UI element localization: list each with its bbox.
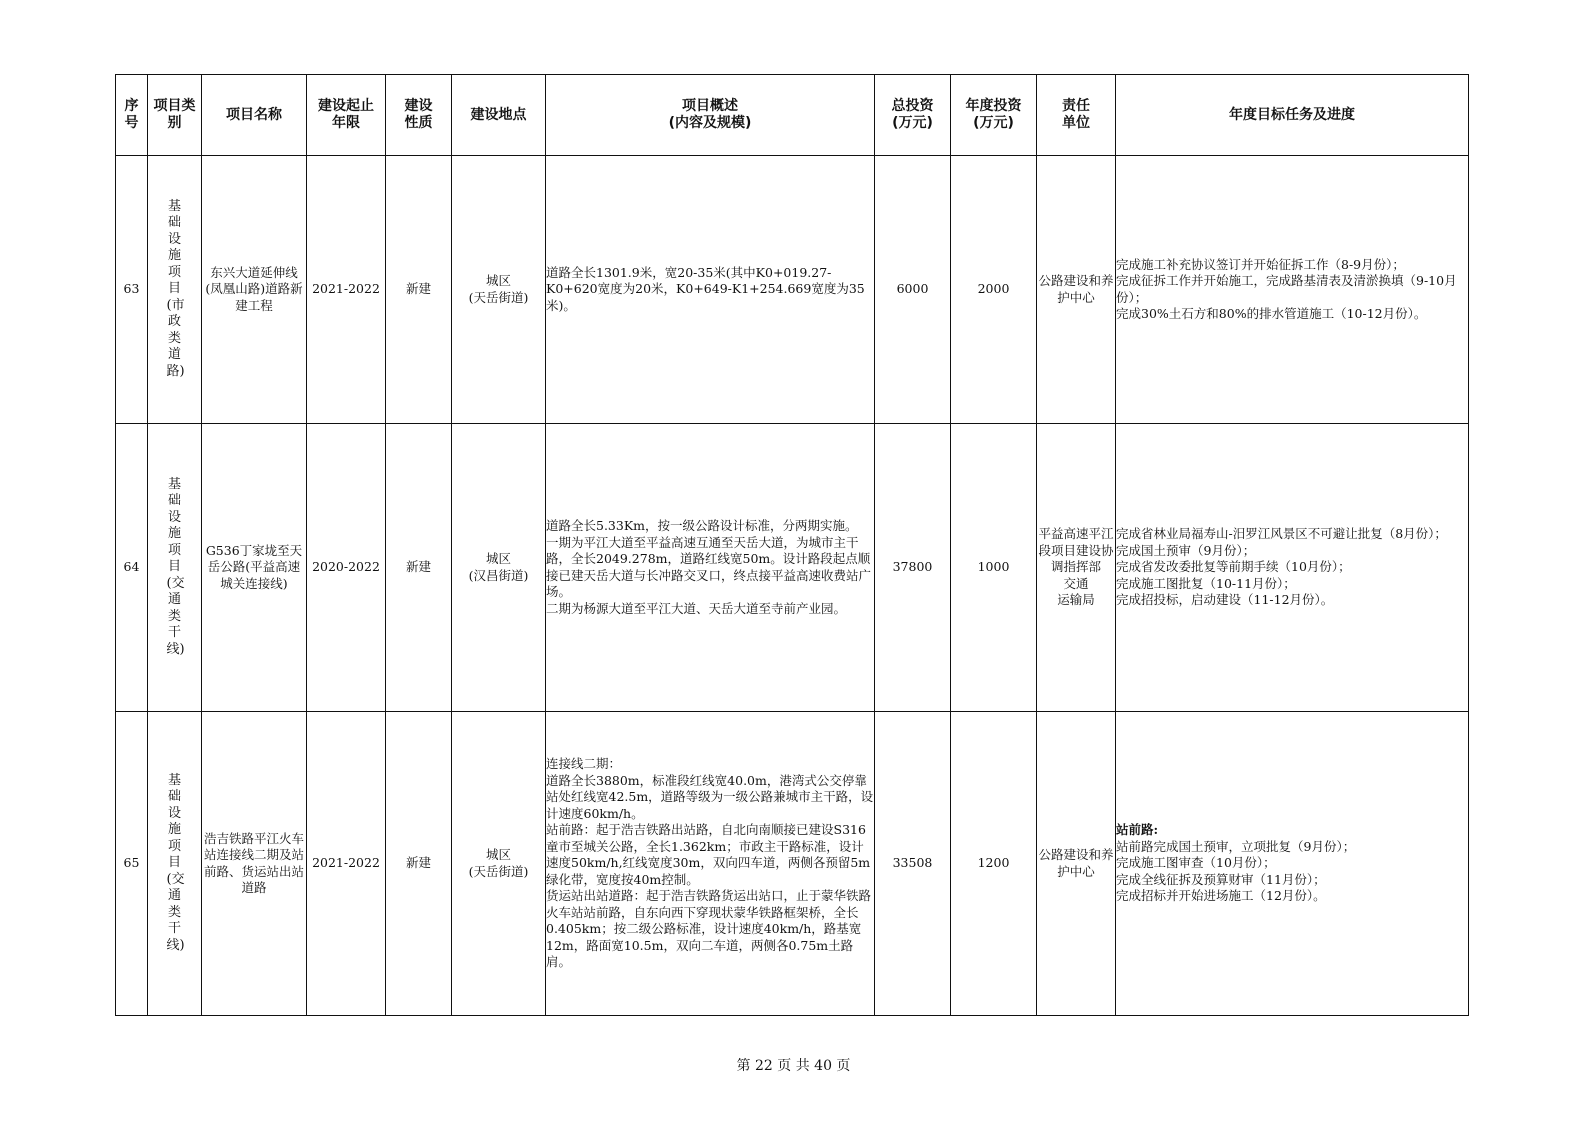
row-project-name: 东兴大道延伸线(凤凰山路)道路新建工程 — [202, 156, 307, 424]
header-annual-investment: 年度投资 (万元) — [951, 75, 1037, 156]
header-total-investment: 总投资 (万元) — [875, 75, 951, 156]
header-description: 项目概述 (内容及规模) — [546, 75, 875, 156]
row-total-investment: 37800 — [875, 424, 951, 712]
row-annual-investment: 1200 — [951, 712, 1037, 1016]
row-annual-tasks-cell — [1116, 712, 1469, 1016]
row-total-investment: 33508 — [875, 712, 951, 1016]
row-category: 基础设施项目(市政类道路) — [166, 198, 185, 379]
header-category: 项目类 别 — [148, 75, 202, 156]
row-period: 2020-2022 — [307, 424, 386, 712]
row-annual-tasks-title: 站前路: — [1116, 822, 1159, 838]
row-nature: 新建 — [386, 424, 452, 712]
row-location: 城区 (汉昌街道) — [452, 424, 546, 712]
row-location: 城区 (天岳街道) — [452, 156, 546, 424]
header-nature: 建设 性质 — [386, 75, 452, 156]
row-project-name: G536丁家垅至天岳公路(平益高速城关连接线) — [202, 424, 307, 712]
row-location: 城区 (天岳街道) — [452, 712, 546, 1016]
header-responsible-unit: 责任 单位 — [1037, 75, 1116, 156]
row-responsible-unit: 平益高速平江段项目建设协调指挥部 交通 运输局 — [1037, 424, 1116, 712]
row-annual-investment: 1000 — [951, 424, 1037, 712]
row-category: 基础设施项目(交通类干线) — [166, 476, 185, 657]
row-category-cell — [148, 424, 202, 712]
header-no: 序 号 — [116, 75, 148, 156]
table-row — [116, 424, 1469, 712]
header-annual-tasks: 年度目标任务及进度 — [1116, 75, 1469, 156]
row-category-cell — [148, 156, 202, 424]
row-description: 连接线二期： 道路全长3880m，标准段红线宽40.0m，港湾式公交停靠站处红线宽42.5m，道路等级为一级公路兼城市主干路，设计速度60km/h。 站前路：起于浩吉铁路出站路，自北向南顺接已建设S316童市至城关公路，全长1.362km；市政主干路标准，设计速度50km/h,红线宽度30m，双向四车道，两侧各预留5m绿化带，宽度按40m控制。 货运站出站道路：起于浩吉铁路货运出站口，止于蒙华铁路火车站站前路，自东向西下穿现状蒙华铁路框架桥，全长0.405km；按二级公路标准，设计速度40km/h，路基宽12m，路面宽10.5m，双向二车道，两侧各0.75m土路肩。 — [546, 712, 875, 1016]
table-row — [116, 156, 1469, 424]
row-annual-tasks-cell — [1116, 156, 1469, 424]
header-period: 建设起止 年限 — [307, 75, 386, 156]
row-no: 64 — [116, 424, 148, 712]
row-annual-tasks: 站前路完成国土预审，立项批复（9月份）； 完成施工图审查（10月份）； 完成全线征拆及预算财审（11月份）； 完成招标并开始进场施工（12月份）。 — [1116, 838, 1356, 904]
page-footer: 第 22 页 共 40 页 — [736, 1058, 851, 1074]
row-annual-tasks: 完成施工补充协议签订并开始征拆工作（8-9月份）； 完成征拆工作并开始施工，完成路基清表及清淤换填（9-10月份）； 完成30%土石方和80%的排水管道施工（10-12月份）。 — [1116, 256, 1457, 321]
row-annual-tasks-cell — [1116, 424, 1469, 712]
row-responsible-unit: 公路建设和养护中心 — [1037, 156, 1116, 424]
row-responsible-unit: 公路建设和养护中心 — [1037, 712, 1116, 1016]
row-project-name: 浩吉铁路平江火车站连接线二期及站前路、货运站出站道路 — [202, 712, 307, 1016]
row-annual-investment: 2000 — [951, 156, 1037, 424]
row-category: 基础设施项目(交通类干线) — [166, 772, 185, 953]
row-total-investment: 6000 — [875, 156, 951, 424]
row-no: 63 — [116, 156, 148, 424]
row-category-cell — [148, 712, 202, 1016]
row-description: 道路全长1301.9米，宽20-35米(其中K0+019.27-K0+620宽度为20米，K0+649-K1+254.669宽度为35米)。 — [546, 156, 875, 424]
row-annual-tasks: 完成省林业局福寿山-汨罗江风景区不可避让批复（8月份）； 完成国土预审（9月份）； 完成省发改委批复等前期手续（10月份）； 完成施工图批复（10-11月份）； 完成招投标，启动建设（11-12月份）。 — [1116, 526, 1447, 608]
row-no: 65 — [116, 712, 148, 1016]
table-header-row — [116, 75, 1469, 156]
row-description: 道路全长5.33Km，按一级公路设计标准，分两期实施。 一期为平江大道至平益高速互通至天岳大道，为城市主干路，全长2049.278m，道路红线宽50m。设计路段起点顺接已建天岳大道与长冲路交叉口，终点接平益高速收费站广场。 二期为杨源大道至平江大道、天岳大道至寺前产业园。 — [546, 424, 875, 712]
table-row — [116, 712, 1469, 1016]
header-name: 项目名称 — [202, 75, 307, 156]
row-period: 2021-2022 — [307, 156, 386, 424]
project-table — [115, 74, 1469, 1016]
header-location: 建设地点 — [452, 75, 546, 156]
row-nature: 新建 — [386, 156, 452, 424]
row-nature: 新建 — [386, 712, 452, 1016]
row-period: 2021-2022 — [307, 712, 386, 1016]
